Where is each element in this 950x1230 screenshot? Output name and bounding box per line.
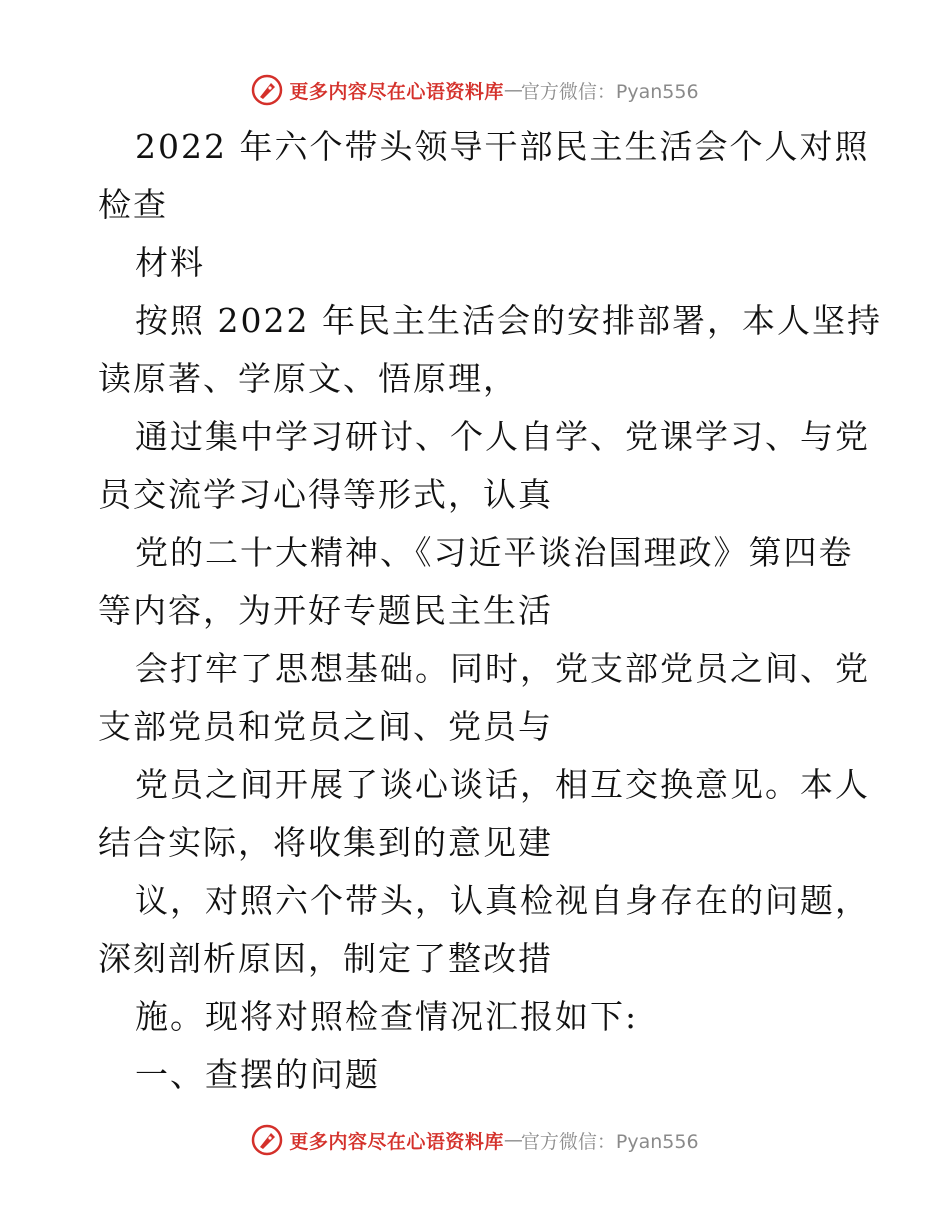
doc-title <box>98 118 870 234</box>
text-line: 材料 <box>135 243 205 282</box>
text-line: 员交流学习心得等形式，认真 <box>98 475 553 514</box>
watermark-site-name: 更多内容尽在心语资料库 <box>289 80 504 103</box>
text-line: 一、查摆的问题 <box>135 1055 380 1094</box>
header-watermark <box>0 70 950 110</box>
paragraph <box>98 408 870 524</box>
text-line: 读原著、学原文、悟原理， <box>98 359 518 398</box>
text-line: 党员之间开展了谈心谈话，相互交换意见。本人 <box>135 765 870 804</box>
text-line: 党的二十大精神、《习近平谈治国理政》第四卷 <box>135 533 854 572</box>
footer-watermark <box>0 1120 950 1160</box>
paragraph <box>98 640 870 756</box>
watermark-wechat: 官方微信：Pyan556 <box>520 80 699 103</box>
paragraph <box>98 756 870 872</box>
pen-nib-logo-icon <box>251 74 283 106</box>
paragraph <box>98 524 858 640</box>
text-line: 支部党员和党员之间、党员与 <box>98 707 553 746</box>
watermark-site-name: 更多内容尽在心语资料库 <box>289 1130 504 1153</box>
watermark-wechat: 官方微信：Pyan556 <box>520 1130 699 1153</box>
doc-subtitle <box>98 234 858 292</box>
text-line: 施。现将对照检查情况汇报如下: <box>135 997 639 1036</box>
text-line: 等内容，为开好专题民主生活 <box>98 591 553 630</box>
pen-nib-logo-icon <box>251 1124 283 1156</box>
watermark-separator: — <box>503 79 521 101</box>
paragraph <box>98 988 858 1046</box>
section-heading <box>98 1046 858 1104</box>
text-line: 会打牢了思想基础。同时，党支部党员之间、党 <box>135 649 870 688</box>
watermark-separator: — <box>503 1129 521 1151</box>
text-line: 检查 <box>98 185 168 224</box>
paragraph <box>98 292 882 408</box>
text-line: 结合实际，将收集到的意见建 <box>98 823 553 862</box>
paragraph <box>98 872 870 988</box>
text-line: 2022 年六个带头领导干部民主生活会个人对照 <box>135 127 870 166</box>
text-line: 按照 2022 年民主生活会的安排部署，本人坚持 <box>135 301 882 340</box>
text-line: 深刻剖析原因，制定了整改措 <box>98 939 553 978</box>
text-line: 议，对照六个带头，认真检视自身存在的问题， <box>135 881 870 920</box>
document-body <box>98 118 882 1104</box>
text-line: 通过集中学习研讨、个人自学、党课学习、与党 <box>135 417 870 456</box>
